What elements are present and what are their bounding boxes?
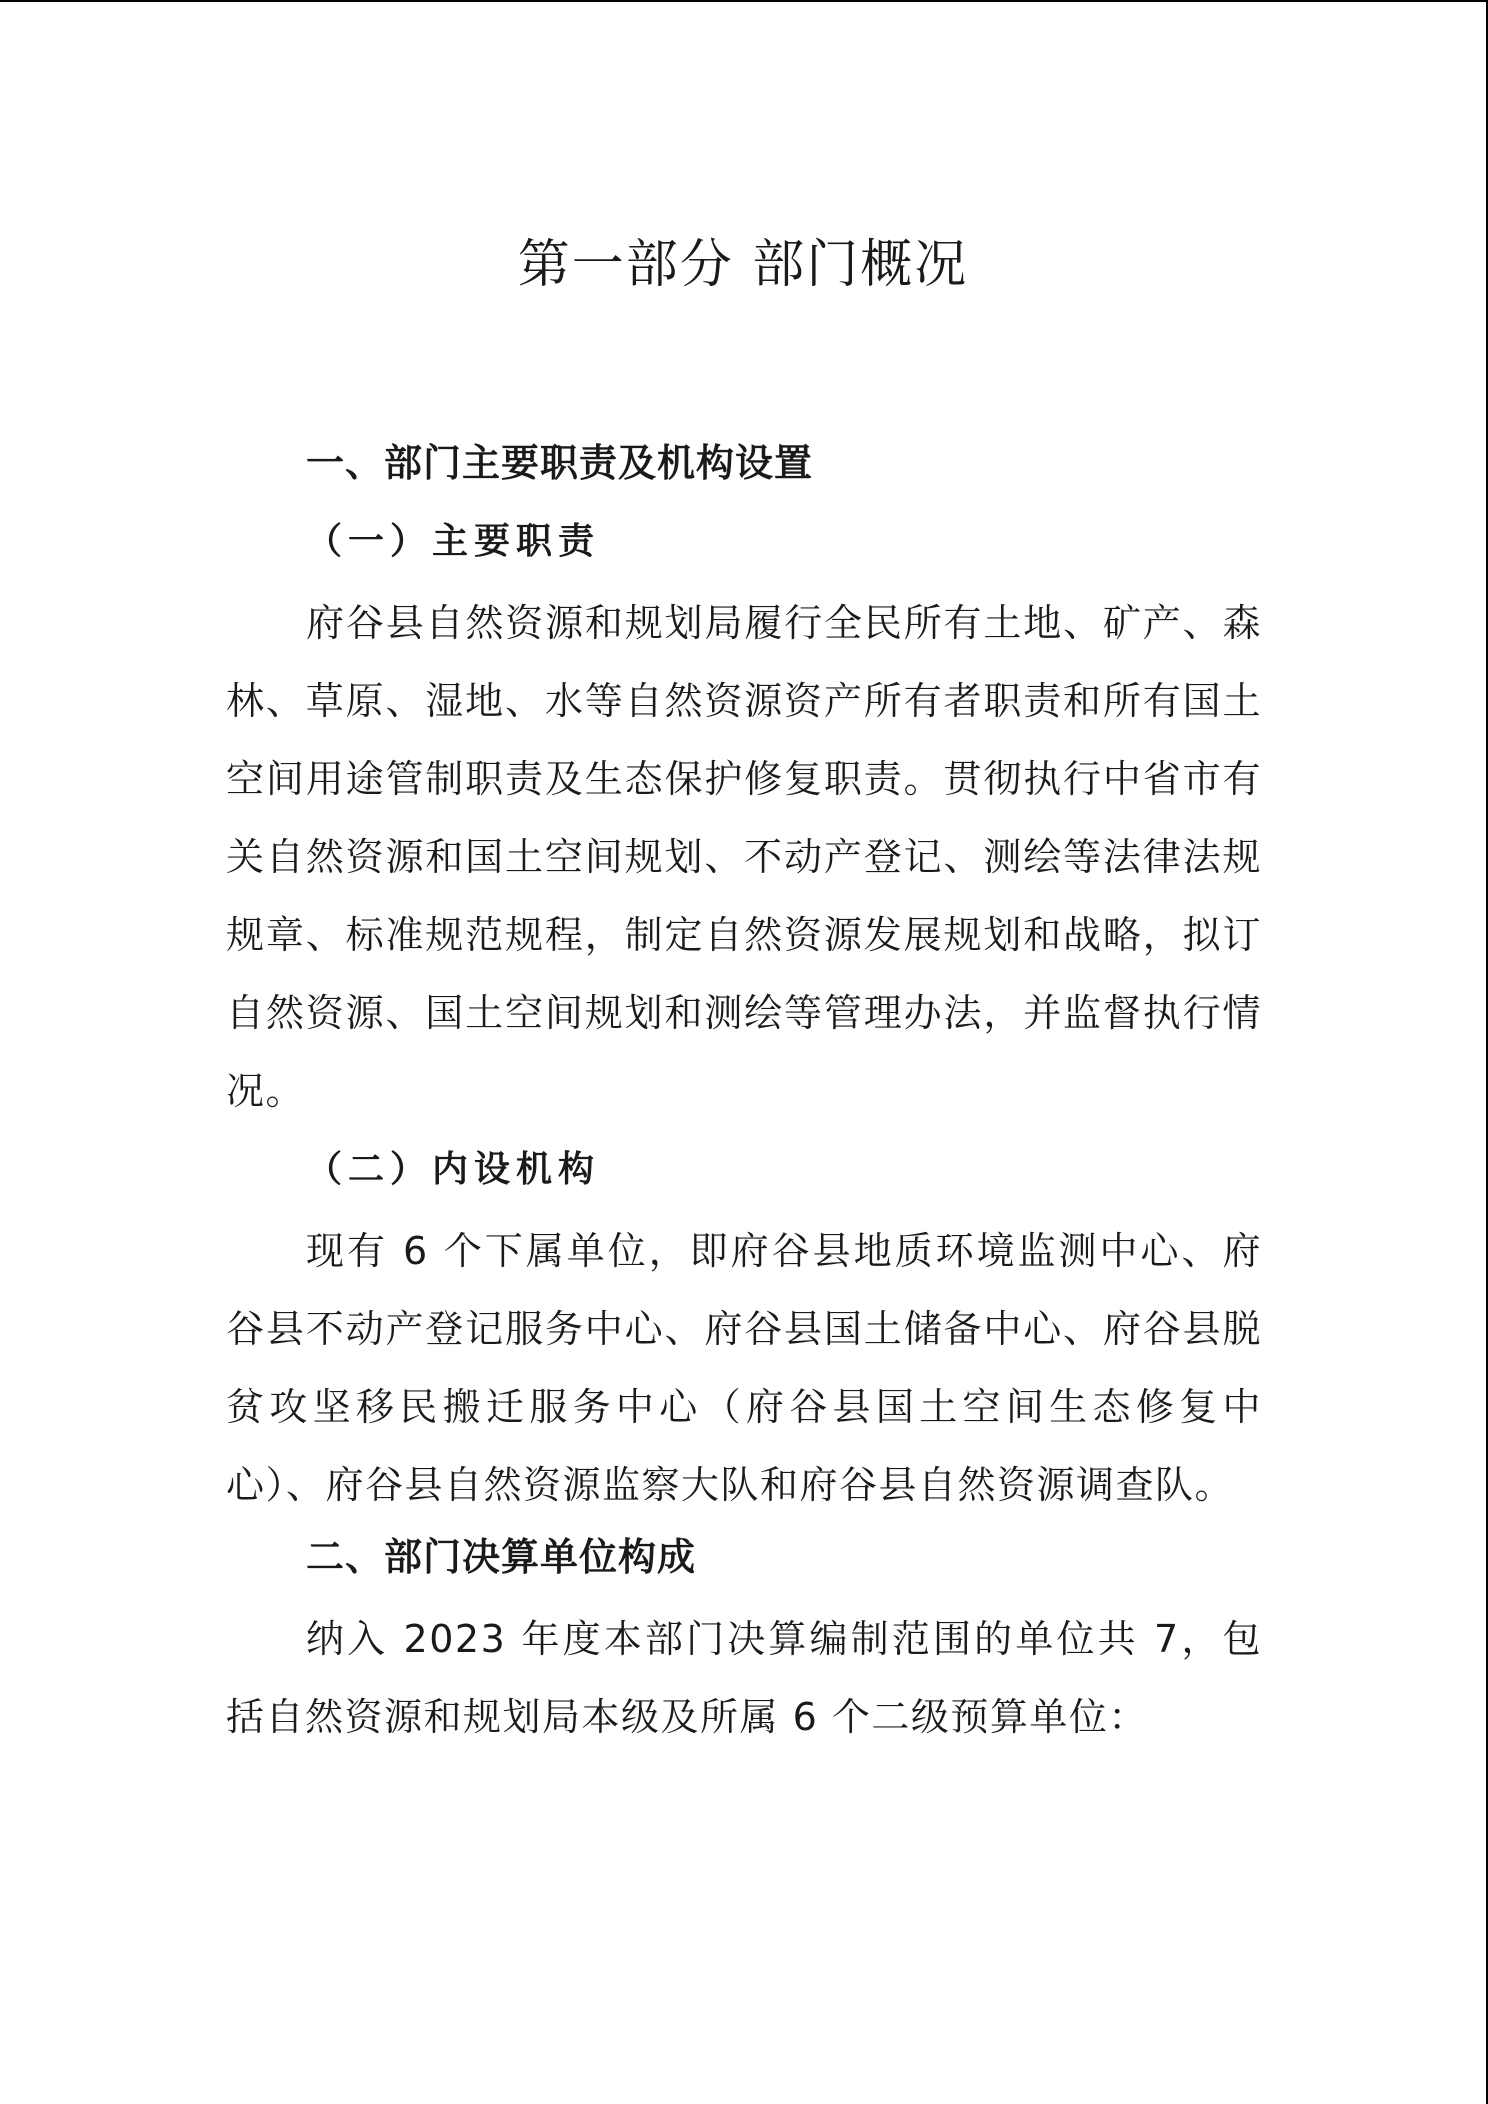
paragraph-budget-units: 纳入 2023 年度本部门决算编制范围的单位共 7，包括自然资源和规划局本级及所属 6 个二级预算单位： [226,1617,1262,1739]
section-heading-budget-units: 二、部门决算单位构成 [306,1535,697,1579]
paragraph-internal-units: 现有 6 个下属单位，即府谷县地质环境监测中心、府谷县不动产登记服务中心、府谷县国土储备中心、府谷县脱贫攻坚移民搬迁服务中心（府谷县国土空间生态修复中心）、府谷县自然资源监察大队和府谷县自然资源调查队。 [226,1229,1262,1507]
paragraph-main-duties: 府谷县自然资源和规划局履行全民所有土地、矿产、森林、草原、湿地、水等自然资源资产所有者职责和所有国土空间用途管制职责及生态保护修复职责。贯彻执行中省市有关自然资源和国土空间规划、不动产登记、测绘等法律法规规章、标准规范规程，制定自然资源发展规划和战略，拟订自然资源、国土空间规划和测绘等管理办法，并监督执行情况。 [226,601,1262,1113]
section-heading-duties-structure: 一、部门主要职责及机构设置 [306,441,814,485]
page-title: 第一部分 部门概况 [517,234,969,295]
subheading-main-duties: （一）主要职责 [306,520,601,562]
subheading-internal-units: （二）内设机构 [306,1148,601,1190]
